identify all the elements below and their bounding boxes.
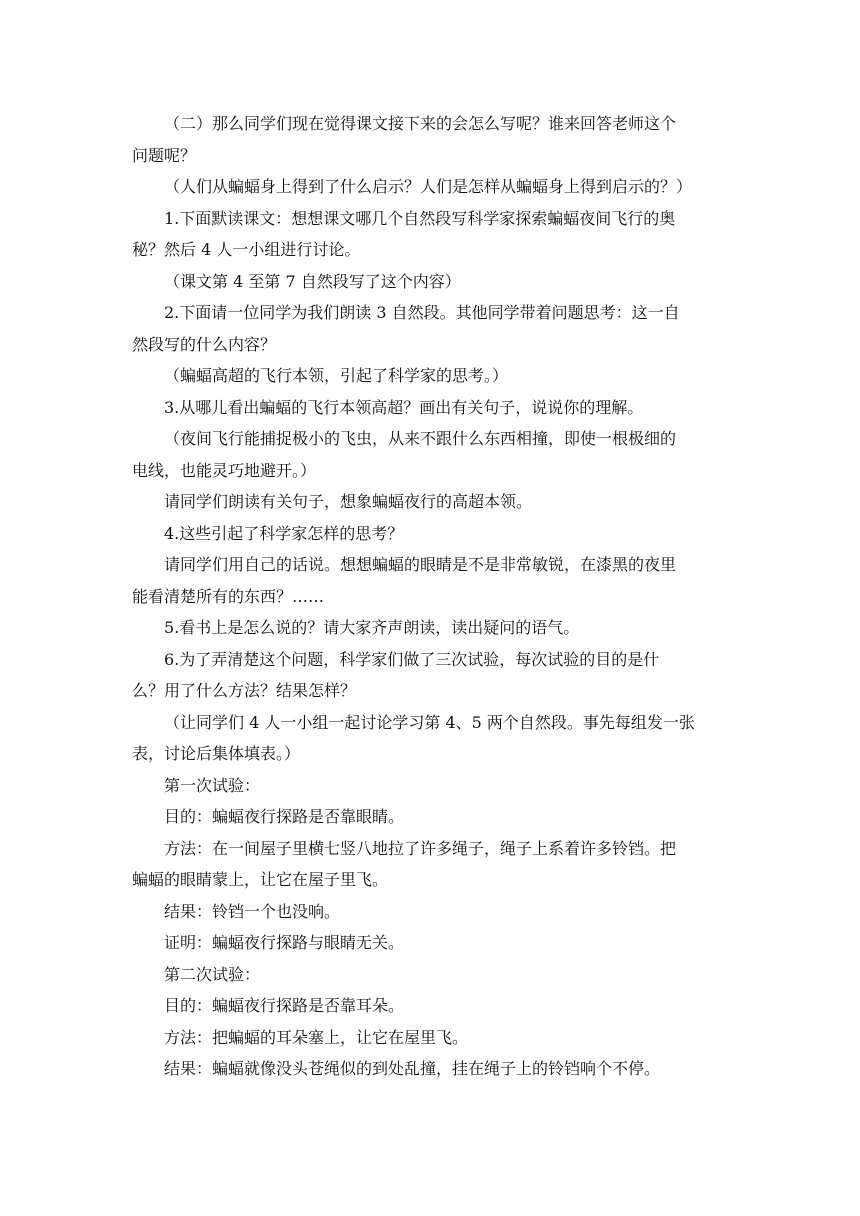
paragraph [132, 1053, 732, 1085]
text-line: 第二次试验： [164, 964, 261, 984]
paragraph [132, 833, 732, 896]
text-line: 证明：蝙蝠夜行探路与眼睛无关。 [164, 933, 405, 952]
text-line: （蝙蝠高超的飞行本领，引起了科学家的思考。） [164, 366, 509, 385]
text-line: （让同学们 4 人一小组一起讨论学习第 4、5 两个自然段。事先每组发一张 [164, 712, 695, 732]
text-line: （人们从蝙蝠身上得到了什么启示？人们是怎样从蝙蝠身上得到启示的？） [164, 177, 693, 196]
text-line: 么？用了什么方法？结果怎样？ [132, 681, 357, 700]
paragraph [132, 896, 732, 928]
text-line: 目的：蝙蝠夜行探路是否靠耳朵。 [164, 996, 405, 1015]
document-body [132, 108, 732, 1085]
paragraph [132, 171, 732, 203]
paragraph [132, 297, 732, 360]
text-line: 请同学们朗读有关句子，想象蝙蝠夜行的高超本领。 [164, 492, 533, 511]
text-line: 结果：蝙蝠就像没头苍绳似的到处乱撞，挂在绳子上的铃铛响个不停。 [164, 1059, 661, 1078]
paragraph [132, 266, 732, 298]
paragraph [132, 707, 732, 770]
paragraph [132, 203, 732, 266]
paragraph [132, 801, 732, 833]
text-line: 第一次试验： [164, 775, 261, 795]
paragraph [132, 644, 732, 707]
paragraph [132, 612, 732, 644]
paragraph [132, 360, 732, 392]
text-line: 表，讨论后集体填表。） [132, 744, 301, 763]
paragraph [132, 108, 732, 171]
text-line: 5.看书上是怎么说的？请大家齐声朗读，读出疑问的语气。 [164, 618, 580, 637]
paragraph [132, 486, 732, 518]
text-line: 1.下面默读课文：想想课文哪几个自然段写科学家探索蝙蝠夜间飞行的奥 [164, 208, 676, 228]
text-line: 然段写的什么内容？ [132, 334, 277, 354]
text-line: 目的：蝙蝠夜行探路是否靠眼睛。 [164, 807, 405, 826]
text-line: 蝙蝠的眼睛蒙上，让它在屋子里飞。 [132, 870, 389, 889]
paragraph [132, 423, 732, 486]
text-line: （夜间飞行能捕捉极小的飞虫，从来不跟什么东西相撞，即使一根极细的 [164, 429, 677, 448]
paragraph [132, 518, 732, 550]
text-line: 问题呢？ [132, 145, 197, 165]
text-line: 结果：铃铛一个也没响。 [164, 901, 341, 921]
text-line: （二）那么同学们现在觉得课文接下来的会怎么写呢？谁来回答老师这个 [164, 114, 677, 133]
text-line: 4.这些引起了科学家怎样的思考？ [164, 523, 404, 543]
text-line: 3.从哪儿看出蝙蝠的飞行本领高超？画出有关句子，说说你的理解。 [164, 397, 644, 417]
paragraph [132, 927, 732, 959]
text-line: 能看清楚所有的东西？…… [132, 586, 325, 606]
text-line: 秘？然后 4 人一小组进行讨论。 [132, 240, 361, 259]
paragraph [132, 990, 732, 1022]
text-line: 请同学们用自己的话说。想想蝙蝠的眼睛是不是非常敏锐，在漆黑的夜里 [164, 555, 677, 574]
paragraph [132, 1022, 732, 1054]
text-line: （课文第 4 至第 7 自然段写了这个内容） [164, 271, 461, 291]
paragraph [132, 770, 732, 802]
paragraph [132, 549, 732, 612]
paragraph [132, 959, 732, 991]
text-line: 6.为了弄清楚这个问题，科学家们做了三次试验，每次试验的目的是什 [164, 649, 660, 669]
paragraph [132, 392, 732, 424]
text-line: 方法：在一间屋子里横七竖八地拉了许多绳子，绳子上系着许多铃铛。把 [164, 838, 677, 858]
text-line: 电线，也能灵巧地避开。） [132, 460, 317, 480]
text-line: 2.下面请一位同学为我们朗读 3 自然段。其他同学带着问题思考：这一自 [164, 303, 680, 322]
text-line: 方法：把蝙蝠的耳朵塞上，让它在屋里飞。 [164, 1027, 469, 1047]
